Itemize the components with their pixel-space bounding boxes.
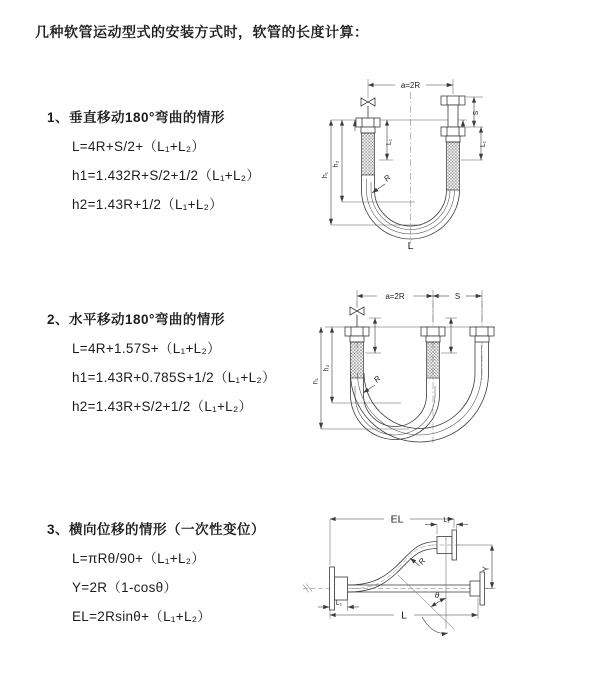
section-vertical-move [47, 106, 260, 213]
formula-h2: h2=1.43R+S/2+1/2（L₁+L₂） [72, 399, 253, 414]
dim-a-label: a=2R [400, 81, 421, 90]
fitting-right-moved [470, 327, 494, 342]
valve-icon [361, 98, 375, 118]
fitting-left [356, 118, 380, 175]
flange-right [470, 572, 485, 605]
radius-label: R [372, 374, 383, 385]
page-title: 几种软管运动型式的安装方式时，软管的长度计算： [35, 24, 369, 40]
section-heading: 1、垂直移动180°弯曲的情形 [47, 110, 225, 125]
formula-L: L=πRθ/90+（L₁+L₂） [72, 551, 206, 566]
formula-L: L=4R+1.57S+（L₁+L₂） [72, 341, 221, 356]
dim-el-label: EL [390, 513, 404, 526]
dim-l1-left-label: L₁ [386, 138, 393, 146]
section-heading: 2、水平移动180°弯曲的情形 [47, 312, 225, 327]
valve-icon [350, 307, 364, 327]
dim-h1-label: h₁ [322, 171, 329, 179]
fitting-middle [421, 327, 445, 378]
formula-h1: h1=1.43R+0.785S+1/2（L₁+L₂） [72, 370, 276, 385]
diagram-vertical-move-180 [315, 72, 577, 260]
formula-Y: Y=2R（1-cosθ） [72, 580, 178, 595]
dim-s-label: S [454, 292, 461, 301]
dim-h2-label: h₂ [323, 364, 331, 372]
section-horizontal-move [47, 308, 276, 415]
radius-leader [363, 385, 375, 393]
formula-h1: h1=1.432R+S/2+1/2（L₁+L₂） [72, 168, 261, 183]
centerlines [357, 301, 482, 443]
theta-label: θ [434, 591, 440, 600]
dim-l1-top-label: L₁ [443, 517, 450, 524]
dim-h1-label: h₁ [313, 377, 320, 385]
dim-l1-right-label: L₁ [480, 140, 487, 148]
dim-y-label: Y [481, 566, 491, 572]
dim-l1-bottom-label: L₁ [335, 600, 343, 607]
fitting-left [345, 327, 369, 378]
section-heading: 3、横向位移的情形（一次性变位） [47, 522, 266, 537]
radius-label: R [382, 173, 393, 184]
dim-l-label: L [401, 609, 407, 622]
formula-EL: EL=2Rsinθ+（L₁+L₂） [72, 609, 212, 624]
length-label: L [407, 240, 414, 252]
formula-h2: h2=1.43R+1/2（L₁+L₂） [72, 197, 223, 212]
dim-a-label: a=2R [385, 292, 405, 301]
dim-el-ext [330, 519, 454, 565]
radius-leader [372, 184, 385, 193]
dim-s-label: S [473, 110, 480, 116]
dim-h2-label: h₂ [333, 160, 340, 168]
fitting-right [441, 96, 465, 190]
diagram-lateral-displacement [298, 503, 598, 655]
formula-L: L=4R+S/2+（L₁+L₂） [72, 139, 206, 154]
section-lateral-displacement [47, 518, 265, 625]
centerline-break-mark [303, 584, 312, 593]
radius-label: R [416, 556, 428, 567]
diagram-horizontal-move-180 [313, 283, 577, 475]
